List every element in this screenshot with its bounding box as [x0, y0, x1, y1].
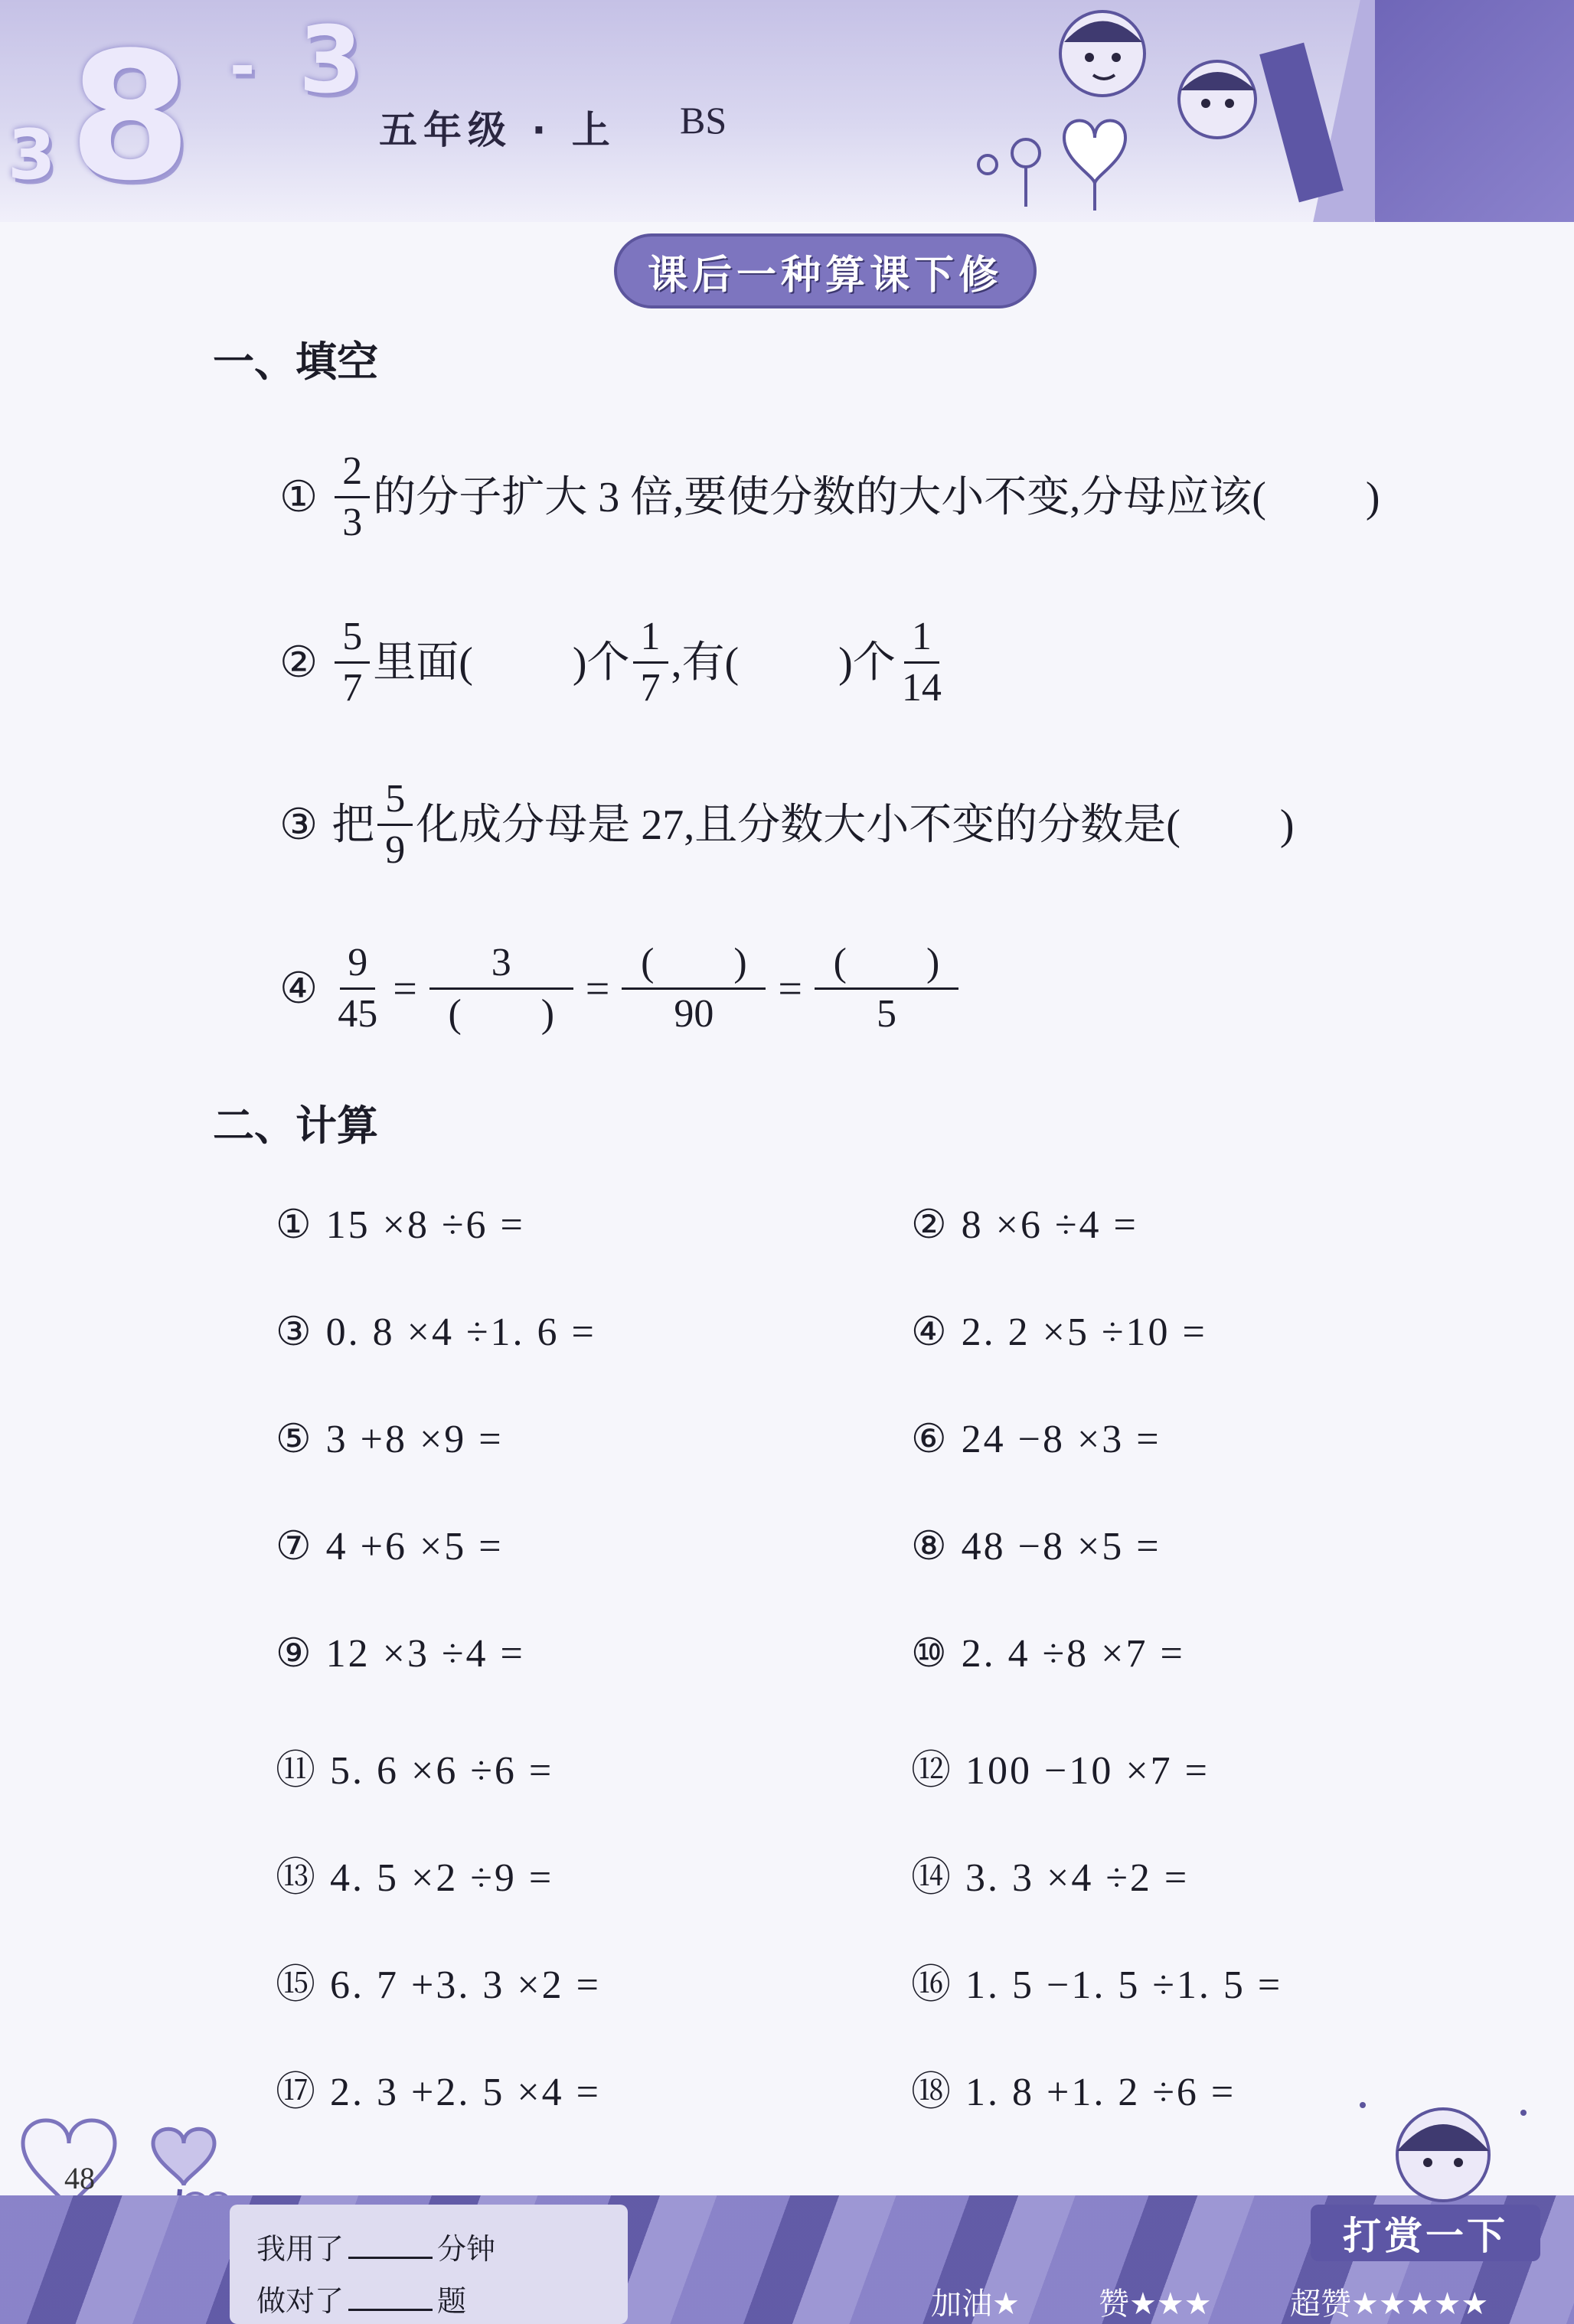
question-marker: ③	[279, 801, 318, 849]
calc-problem: ⑤ 3 +8 ×9 =	[276, 1418, 504, 1461]
fill-question-2	[279, 617, 948, 708]
page-number: 48	[64, 2161, 95, 2195]
calc-problem: ⑭ 3. 3 ×4 ÷2 =	[911, 1856, 1190, 1900]
fraction	[335, 617, 370, 708]
fraction	[815, 943, 958, 1034]
fill-question-4	[279, 943, 962, 1034]
fraction-numerator: 5	[377, 779, 413, 826]
fraction	[335, 449, 370, 544]
rating-great[interactable]: 超赞★★★★★	[1290, 2286, 1489, 2322]
fraction	[899, 617, 945, 708]
decor-digit: 8	[69, 15, 192, 220]
correct-suffix: 题	[437, 2284, 467, 2318]
fraction-denominator: 7	[640, 666, 661, 710]
fraction-numerator: 5	[335, 617, 370, 664]
fraction-denominator: 14	[901, 666, 942, 710]
question-text: )个	[572, 638, 630, 687]
fraction-numerator: 9	[340, 943, 375, 990]
calc-problem: ⑦ 4 +6 ×5 =	[276, 1525, 504, 1568]
fraction-numerator: 1	[633, 617, 668, 664]
fraction-numerator: 2	[335, 452, 370, 498]
question-text: )个	[838, 638, 896, 687]
calc-problem: ⑪ 5. 6 ×6 ÷6 =	[276, 1749, 554, 1793]
fraction-denominator: 9	[385, 828, 406, 872]
correct-blank[interactable]	[348, 2309, 433, 2311]
girl-illustration	[1332, 2082, 1546, 2205]
question-marker: ①	[279, 473, 318, 521]
fill-question-3	[279, 779, 1295, 870]
time-suffix: 分钟	[437, 2232, 496, 2266]
fraction	[335, 943, 380, 1034]
fraction-denominator: 90	[674, 992, 714, 1036]
decor-digit: 3	[299, 8, 363, 114]
fill-question-1	[279, 449, 1380, 544]
section-title: 课后一种算课下修	[647, 252, 1003, 299]
correct-record	[256, 2277, 466, 2319]
equals-sign: =	[585, 965, 610, 1013]
kids-illustration	[942, 0, 1370, 214]
fill-section-heading: 一、填空	[213, 338, 378, 386]
correct-prefix: 做对了	[256, 2284, 345, 2318]
fraction-denominator-blank[interactable]: ( )	[448, 992, 555, 1036]
calc-problem: ⑱ 1. 8 +1. 2 ÷6 =	[911, 2071, 1236, 2114]
section-title-banner	[614, 233, 1037, 308]
fraction-numerator: 1	[904, 617, 939, 664]
header-decor-panel	[1375, 0, 1574, 222]
fraction-numerator-blank[interactable]: ( )	[815, 943, 958, 990]
rating-good[interactable]: 赞★★★	[1099, 2286, 1212, 2322]
calc-problem: ⑰ 2. 3 +2. 5 ×4 =	[276, 2071, 601, 2114]
reward-button[interactable]	[1311, 2205, 1540, 2261]
calc-problem: ⑨ 12 ×3 ÷4 =	[276, 1632, 525, 1676]
time-blank[interactable]	[348, 2257, 433, 2259]
grade-label: 五年级 · 上	[379, 108, 616, 152]
question-text: ,有(	[671, 638, 740, 687]
question-marker: ④	[279, 965, 318, 1013]
decor-digit: 3	[8, 115, 56, 195]
reward-label: 打赏一下	[1343, 2214, 1508, 2258]
question-text: 的分子扩大 3 倍,要使分数的大小不变,分母应该(	[373, 473, 1266, 521]
edition-label: BS	[680, 99, 727, 142]
fraction-denominator: 5	[876, 992, 896, 1036]
page-header	[0, 0, 1574, 222]
calc-section-heading: 二、计算	[213, 1102, 378, 1150]
calc-problem: ⑩ 2. 4 ÷8 ×7 =	[911, 1632, 1185, 1676]
fraction	[633, 617, 668, 708]
close-paren: )	[1365, 473, 1380, 521]
fraction-denominator: 7	[342, 666, 363, 710]
decor-digit: -	[230, 31, 256, 102]
calc-problem: ⑥ 24 −8 ×3 =	[911, 1418, 1161, 1461]
calc-problem: ① 15 ×8 ÷6 =	[276, 1203, 525, 1247]
calc-problem: ⑧ 48 −8 ×5 =	[911, 1525, 1161, 1568]
calc-problem: ⑫ 100 −10 ×7 =	[911, 1749, 1210, 1793]
question-text: 化成分母是 27,且分数大小不变的分数是(	[416, 801, 1180, 849]
fraction-denominator: 45	[338, 992, 378, 1036]
fraction-denominator: 3	[342, 501, 363, 544]
time-prefix: 我用了	[256, 2232, 345, 2266]
close-paren: )	[1279, 801, 1295, 849]
fraction	[622, 943, 766, 1034]
equals-sign: =	[778, 965, 802, 1013]
rating-encourage[interactable]: 加油★	[931, 2286, 1020, 2322]
equals-sign: =	[393, 965, 417, 1013]
calc-problem: ⑮ 6. 7 +3. 3 ×2 =	[276, 1963, 601, 2007]
question-marker: ②	[279, 638, 318, 687]
calc-problem: ⑯ 1. 5 −1. 5 ÷1. 5 =	[911, 1963, 1283, 2007]
fraction	[429, 943, 573, 1034]
question-text: 把	[331, 801, 375, 849]
calc-problem: ③ 0. 8 ×4 ÷1. 6 =	[276, 1311, 596, 1354]
question-text: 里面(	[373, 638, 473, 687]
calc-problem: ④ 2. 2 ×5 ÷10 =	[911, 1311, 1207, 1354]
fraction-numerator: 3	[429, 943, 573, 990]
fraction-numerator-blank[interactable]: ( )	[622, 943, 766, 990]
calc-problem: ⑬ 4. 5 ×2 ÷9 =	[276, 1856, 554, 1900]
time-record	[256, 2225, 495, 2267]
fraction	[377, 779, 413, 870]
calc-problem: ② 8 ×6 ÷4 =	[911, 1203, 1138, 1247]
